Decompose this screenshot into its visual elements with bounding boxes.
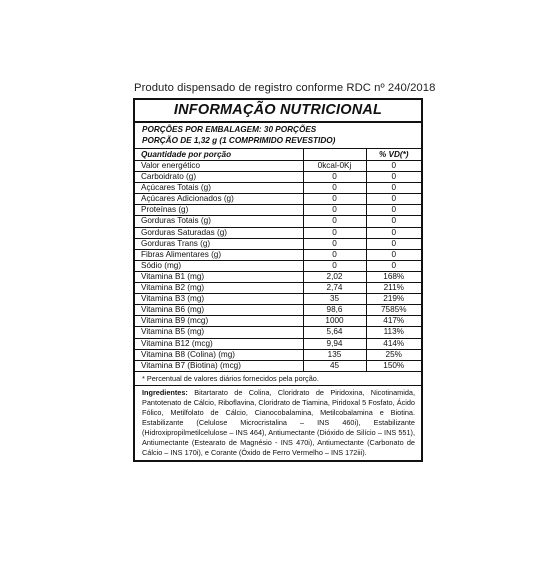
nutrient-name: Fibras Alimentares (g) — [135, 249, 303, 260]
nutrient-amount: 0 — [303, 249, 366, 260]
header-nutrient: Quantidade por porção — [135, 149, 303, 161]
nutrient-name: Vitamina B3 (mg) — [135, 294, 303, 305]
nutrient-amount: 0 — [303, 216, 366, 227]
table-row — [135, 360, 421, 371]
nutrient-name: Vitamina B5 (mg) — [135, 327, 303, 338]
nutrient-amount: 2,02 — [303, 271, 366, 282]
table-row — [135, 327, 421, 338]
nutrient-dv: 7585% — [366, 305, 421, 316]
nutrient-dv: 0 — [366, 172, 421, 183]
table-row — [135, 260, 421, 271]
table-row — [135, 271, 421, 282]
nutrient-amount: 45 — [303, 360, 366, 371]
dv-footnote: * Percentual de valores diários fornecidos pela porção. — [135, 372, 421, 386]
nutrient-name: Vitamina B12 (mcg) — [135, 338, 303, 349]
nutrient-amount: 0 — [303, 227, 366, 238]
portion-size: PORÇÃO DE 1,32 g (1 COMPRIMIDO REVESTIDO) — [142, 136, 336, 145]
nutrient-amount: 0 — [303, 183, 366, 194]
nutrient-name: Vitamina B9 (mcg) — [135, 316, 303, 327]
nutrient-name: Vitamina B2 (mg) — [135, 283, 303, 294]
nutrient-amount: 1000 — [303, 316, 366, 327]
nutrient-dv: 0 — [366, 161, 421, 172]
table-row — [135, 194, 421, 205]
table-row — [135, 305, 421, 316]
nutrient-name: Açúcares Adicionados (g) — [135, 194, 303, 205]
nutrient-dv: 0 — [366, 216, 421, 227]
nutrient-name: Sódio (mg) — [135, 260, 303, 271]
table-row — [135, 283, 421, 294]
table-row — [135, 238, 421, 249]
table-row — [135, 249, 421, 260]
regulatory-note: Produto dispensado de registro conforme RDC nº 240/2018 — [134, 82, 436, 94]
table-header-row — [135, 149, 421, 161]
nutrient-dv: 0 — [366, 238, 421, 249]
nutrient-amount: 2,74 — [303, 283, 366, 294]
nutrient-dv: 25% — [366, 349, 421, 360]
table-row — [135, 205, 421, 216]
nutrient-amount: 98,6 — [303, 305, 366, 316]
nutrient-amount: 0 — [303, 238, 366, 249]
nutrient-dv: 219% — [366, 294, 421, 305]
nutrient-dv: 113% — [366, 327, 421, 338]
ingredients-block — [135, 386, 421, 459]
nutrient-dv: 0 — [366, 205, 421, 216]
portions-per-package: PORÇÕES POR EMBALAGEM: 30 PORÇÕES — [142, 125, 317, 134]
nutrient-dv: 168% — [366, 271, 421, 282]
nutrient-amount: 0 — [303, 194, 366, 205]
panel-title: INFORMAÇÃO NUTRICIONAL — [135, 100, 421, 123]
nutrient-amount: 0 — [303, 172, 366, 183]
table-row — [135, 349, 421, 360]
nutrient-dv: 0 — [366, 227, 421, 238]
nutrient-name: Vitamina B1 (mg) — [135, 271, 303, 282]
nutrient-amount: 35 — [303, 294, 366, 305]
table-row — [135, 294, 421, 305]
nutrient-amount: 135 — [303, 349, 366, 360]
nutrient-dv: 211% — [366, 283, 421, 294]
nutrient-amount: 0 — [303, 260, 366, 271]
nutrient-name: Açúcares Totais (g) — [135, 183, 303, 194]
nutrient-name: Gorduras Trans (g) — [135, 238, 303, 249]
nutrient-name: Gorduras Saturadas (g) — [135, 227, 303, 238]
nutrient-name: Carboidrato (g) — [135, 172, 303, 183]
nutrition-table — [135, 149, 421, 372]
table-row — [135, 316, 421, 327]
nutrient-dv: 0 — [366, 260, 421, 271]
table-row — [135, 227, 421, 238]
nutrient-name: Gorduras Totais (g) — [135, 216, 303, 227]
nutrient-name: Vitamina B7 (Biotina) (mcg) — [135, 360, 303, 371]
nutrient-dv: 0 — [366, 194, 421, 205]
nutrient-name: Valor energético — [135, 161, 303, 172]
nutrient-name: Vitamina B8 (Colina) (mg) — [135, 349, 303, 360]
table-row — [135, 216, 421, 227]
nutrient-amount: 0 — [303, 205, 366, 216]
nutrient-amount: 0kcal-0Kj — [303, 161, 366, 172]
nutrient-name: Proteínas (g) — [135, 205, 303, 216]
nutrient-dv: 150% — [366, 360, 421, 371]
header-amount — [303, 149, 366, 161]
ingredients-text: Bitartarato de Colina, Cloridrato de Piridoxina, Nicotinamida, Pantotenato de Cálcio, Riboflavina, Cloridrato de Tiamina, Piridoxal 5 Fosfato, Ácido Fólico, Metilfolato de Cálcio, Cianocobalamina, Metilcobalamina e Biotina. Estabilizante (Celulose Microcristalina – INS 460i), Estabilizante (Hidroxipropilmetilcelulose – INS 464), Antiumectante (Dióxido de Silício – INS 551), Antiumectante (Estearato de Magnésio - INS 470i), Antiumectante (Carbonato de Cálcio – INS 170i), e Corante (Óxido de Ferro Vermelho – INS 172iii). — [142, 387, 416, 458]
nutrient-dv: 0 — [366, 249, 421, 260]
header-dv: % VD(*) — [366, 149, 421, 161]
nutrient-name: Vitamina B6 (mg) — [135, 305, 303, 316]
nutrient-amount: 5,64 — [303, 327, 366, 338]
table-row — [135, 338, 421, 349]
portions-block — [135, 123, 421, 149]
nutrient-dv: 0 — [366, 183, 421, 194]
nutrient-amount: 9,94 — [303, 338, 366, 349]
nutrition-facts-panel — [133, 98, 423, 462]
table-row — [135, 161, 421, 172]
ingredients-label: Ingredientes: — [142, 387, 188, 397]
nutrient-dv: 417% — [366, 316, 421, 327]
table-row — [135, 183, 421, 194]
nutrient-dv: 414% — [366, 338, 421, 349]
table-row — [135, 172, 421, 183]
